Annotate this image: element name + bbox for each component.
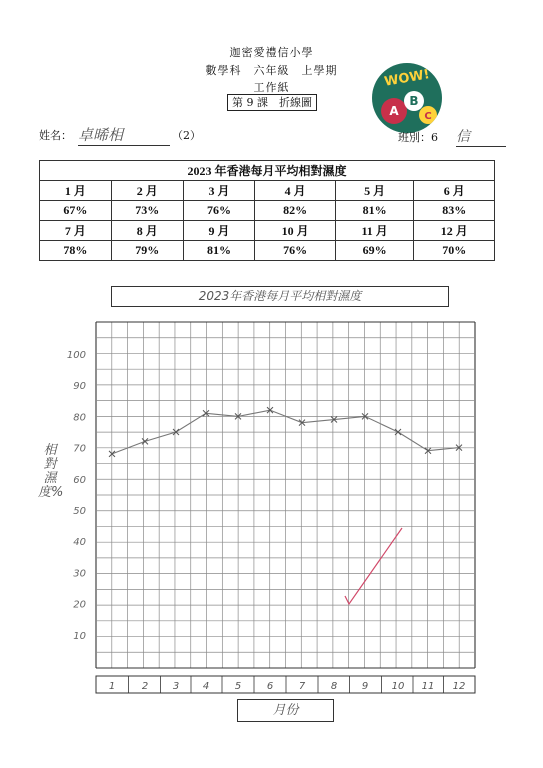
teacher-check-mark [345,528,402,604]
value-cell: 83% [414,201,495,221]
x-tick-label: 8 [330,681,338,692]
data-point-marker [142,438,148,444]
x-tick-label: 7 [298,681,306,692]
value-cell: 78% [40,241,112,261]
subject-line: 數學科 六年級 上學期 [205,64,338,77]
month-cell: 2 月 [111,181,183,201]
svg-text:C: C [424,111,432,122]
x-tick-label: 4 [202,681,210,692]
lesson-title: 第 9 課 折線圖 [227,94,317,111]
x-tick-label: 6 [266,681,274,692]
x-tick-row [96,676,475,693]
y-tick-label: 50 [73,506,86,517]
x-tick-label: 5 [234,681,242,692]
svg-text:B: B [409,94,419,108]
y-tick-label: 30 [73,568,86,580]
x-tick-label: 10 [391,681,405,692]
x-tick-label: 3 [172,681,180,692]
y-tick-label: 80 [73,412,86,424]
month-cell: 7 月 [40,221,112,241]
x-tick-label: 11 [421,681,435,692]
month-cell: 11 月 [335,221,414,241]
value-cell: 81% [335,201,414,221]
value-cell: 76% [255,241,335,261]
value-cell: 73% [111,201,183,221]
svg-text:A: A [389,104,399,118]
month-cell: 6 月 [414,181,495,201]
x-tick-label: 2 [141,681,149,692]
y-tick-label: 70 [73,443,86,455]
y-axis-label: 相對濕度% [38,443,64,500]
value-cell: 76% [183,201,255,221]
value-cell: 82% [255,201,335,221]
class-number: （2） [172,129,201,142]
month-cell: 1 月 [40,181,112,201]
doc-type: 工作紙 [253,81,290,94]
value-cell: 69% [335,241,414,261]
student-name: 卓晞相 [78,124,170,146]
graph-title: 2023年香港每月平均相對濕度 [111,286,449,307]
x-axis-title: 月份 [237,699,334,722]
month-cell: 5 月 [335,181,414,201]
month-cell: 3 月 [183,181,255,201]
y-tick-label: 40 [73,537,86,549]
y-tick-label: 20 [73,599,86,611]
value-cell: 70% [414,241,495,261]
month-cell: 10 月 [255,221,335,241]
school-name: 迦密愛禮信小學 [229,46,314,59]
class-value: 信 [456,126,506,147]
month-cell: 8 月 [111,221,183,241]
value-cell: 79% [111,241,183,261]
y-tick-label: 10 [73,630,86,642]
logo-text: WOW! [383,67,431,90]
month-cell: 9 月 [183,221,255,241]
value-cell: 81% [183,241,255,261]
class-label: 班別：6 [398,131,438,144]
value-cell: 67% [40,201,112,221]
name-label: 姓名： [39,129,72,142]
x-tick-label: 9 [361,681,369,692]
table-title: 2023 年香港每月平均相對濕度 [40,161,495,181]
x-tick-label: 1 [108,681,116,692]
y-tick-label: 60 [73,474,86,486]
month-cell: 12 月 [414,221,495,241]
y-tick-label: 100 [66,350,86,361]
month-cell: 4 月 [255,181,335,201]
x-tick-label: 12 [452,681,466,692]
y-tick-label: 90 [73,381,86,393]
